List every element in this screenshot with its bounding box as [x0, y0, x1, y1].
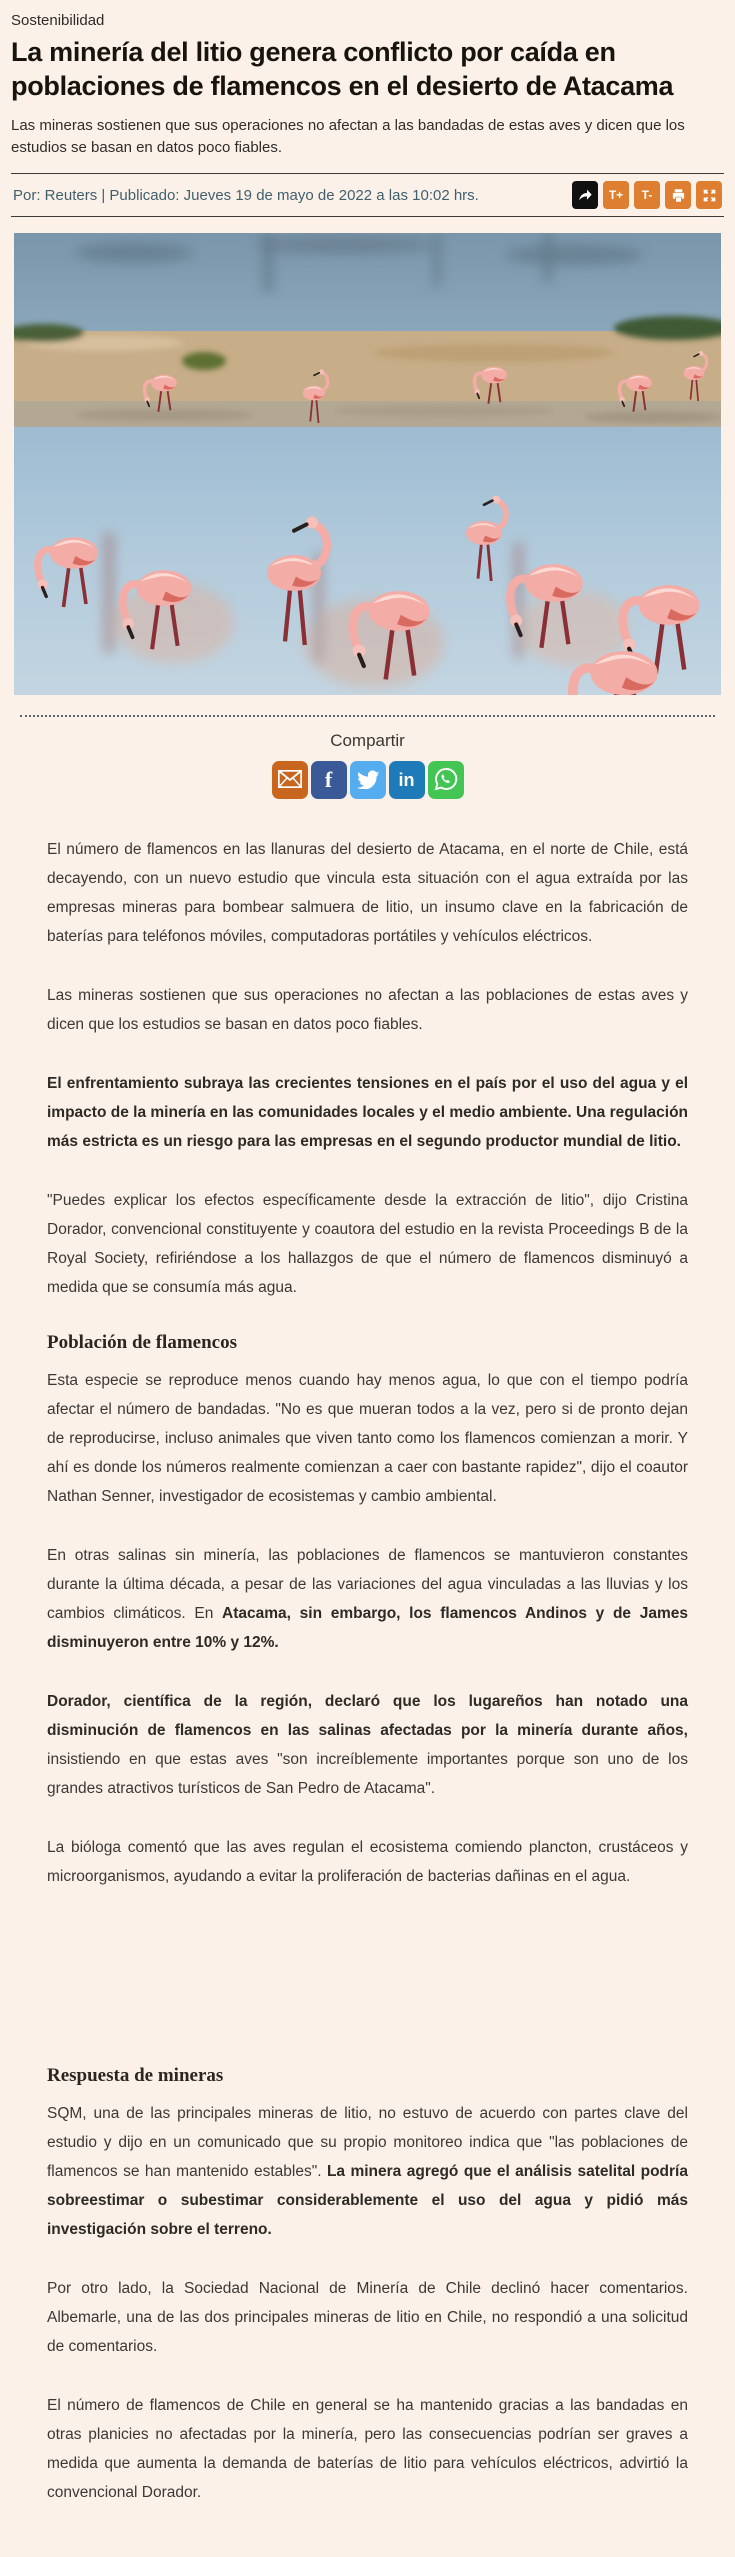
- share-section: [0, 715, 735, 799]
- social-share-row: [0, 761, 735, 799]
- article-paragraph: [47, 981, 688, 1039]
- linkedin-icon: in: [398, 769, 415, 790]
- print-button[interactable]: [665, 181, 691, 209]
- text-plus-icon: T+: [608, 188, 624, 202]
- bold-text-run: Atacama, sin embargo, los flamencos Andinos y de James disminuyeron entre 10% y 12%.: [47, 1605, 688, 1651]
- page-title: La minería del litio genera conflicto por caída en poblaciones de flamencos en el desierto de Atacama: [11, 37, 674, 101]
- expand-arrows-icon: [702, 188, 717, 203]
- share-label: Compartir: [330, 731, 405, 750]
- bold-text-run: La minera agregó que el análisis satelital podría sobreestimar o subestimar considerablemente el uso del agua y pidió más investigación sobre el terreno.: [47, 2163, 688, 2238]
- share-whatsapp-button[interactable]: [428, 761, 464, 799]
- share-linkedin-button[interactable]: [389, 761, 425, 799]
- bold-text-run: Dorador, científica de la región, declaró que los lugareños han notado una disminución de flamencos en las salinas afectadas por la minería durante años,: [47, 1693, 688, 1739]
- section-subhead: Población de flamencos: [47, 1332, 237, 1353]
- article-subtitle: Las mineras sostienen que sus operaciones no afectan a las bandadas de estas aves y dicen que los estudios se basan en datos poco fiables.: [11, 117, 685, 156]
- share-twitter-button[interactable]: [350, 761, 386, 799]
- article-toolbar: [572, 181, 722, 209]
- email-icon: [278, 770, 302, 791]
- printer-icon: [671, 188, 686, 203]
- article-paragraph: [47, 1069, 688, 1156]
- byline-bar: [11, 173, 724, 217]
- font-decrease-button[interactable]: [634, 181, 660, 209]
- bold-text-run: El enfrentamiento subraya las crecientes tensiones en el país por el uso del agua y el impacto de la minería en las comunidades locales y el medio ambiente. Una regulación más estricta es un riesgo para las empresas en el segundo productor mundial de litio.: [47, 1075, 688, 1150]
- text-run: Esta especie se reproduce menos cuando hay menos agua, lo que con el tiempo podría afectar el número de bandadas. "No es que mueran todos a la vez, pero si de pronto dejan de reproducirse, incluso animales que viven tanto como los flamencos comienzan a morir. Y ahí es donde los números realmente comienzan a caer con bastante rapidez", dijo el coautor Nathan Senner, investigador de ecosistemas y cambio ambiental.: [47, 1372, 688, 1505]
- category-label[interactable]: Sostenibilidad: [11, 12, 105, 29]
- forward-arrow-icon: [577, 187, 593, 203]
- text-run: El número de flamencos en las llanuras del desierto de Atacama, en el norte de Chile, está decayendo, con un nuevo estudio que vincula esta situación con el agua extraída por las empresas mineras para bombear salmuera de litio, un insumo clave en la fabricación de baterías para teléfonos móviles, computadoras portátiles y vehículos eléctricos.: [47, 841, 688, 945]
- fullscreen-button[interactable]: [696, 181, 722, 209]
- share-email-button[interactable]: [272, 761, 308, 799]
- flamingos-photo-illustration: [14, 233, 721, 695]
- share-facebook-button[interactable]: [311, 761, 347, 799]
- article-paragraph: [47, 835, 688, 951]
- article-paragraph: [47, 2391, 688, 2507]
- text-run: El número de flamencos de Chile en general se ha mantenido gracias a las bandadas en otras planicies no afectadas por la minería, pero las consecuencias podrían ser graves a medida que aumenta la demanda de baterías de litio para vehículos eléctricos, advirtió la convencional Dorador.: [47, 2397, 688, 2501]
- text-run: La bióloga comentó que las aves regulan el ecosistema comiendo plancton, crustáceos y microorganismos, ayudando a evitar la proliferación de bacterias dañinas en el agua.: [47, 1839, 688, 1885]
- text-run: Por otro lado, la Sociedad Nacional de Minería de Chile declinó hacer comentarios. Albemarle, una de las dos principales mineras de litio en Chile, no respondió a una solicitud de comentarios.: [47, 2280, 688, 2355]
- article-paragraph: [47, 1541, 688, 1657]
- whatsapp-icon: [434, 767, 458, 794]
- article-header: [0, 12, 735, 217]
- article-paragraph: [47, 1186, 688, 1302]
- text-minus-icon: T-: [641, 188, 653, 202]
- article-body: [47, 835, 688, 2507]
- text-run: "Puedes explicar los efectos específicamente desde la extracción de litio", dijo Cristina Dorador, convencional constituyente y coautora del estudio en la revista Proceedings B de la Royal Society, refiriéndose a los hallazgos de que el número de flamencos disminuyó a medida que se consumía más agua.: [47, 1192, 688, 1296]
- dotted-divider: [20, 715, 715, 717]
- facebook-icon: f: [324, 767, 333, 792]
- article-paragraph: [47, 2099, 688, 2244]
- article-paragraph: [47, 1833, 688, 1891]
- twitter-bird-icon: [356, 769, 380, 792]
- section-subhead: Respuesta de mineras: [47, 2065, 224, 2086]
- article-hero-image: [14, 233, 721, 695]
- share-button[interactable]: [572, 181, 598, 209]
- article-paragraph: [47, 2274, 688, 2361]
- text-run: Las mineras sostienen que sus operaciones no afectan a las poblaciones de estas aves y dicen que los estudios se basan en datos poco fiables.: [47, 987, 688, 1033]
- article-paragraph: [47, 1366, 688, 1511]
- byline-text: Por: Reuters | Publicado: Jueves 19 de mayo de 2022 a las 10:02 hrs.: [13, 186, 479, 204]
- text-run: SQM, una de las principales mineras de litio, no estuvo de acuerdo con partes clave del estudio y dijo en un comunicado que su propio monitoreo indica que "las poblaciones de flamencos se han mantenido estables".: [47, 2105, 688, 2180]
- article-paragraph: [47, 1687, 688, 1803]
- text-run: insistiendo en que estas aves "son increíblemente importantes porque son uno de los grandes atractivos turísticos de San Pedro de Atacama".: [47, 1751, 688, 1797]
- text-run: En otras salinas sin minería, las poblaciones de flamencos se mantuvieron constantes durante la última década, a pesar de las variaciones del agua vinculadas a las lluvias y los cambios climáticos. En: [47, 1547, 688, 1622]
- font-increase-button[interactable]: [603, 181, 629, 209]
- empty-ad-slot: [47, 1921, 688, 2061]
